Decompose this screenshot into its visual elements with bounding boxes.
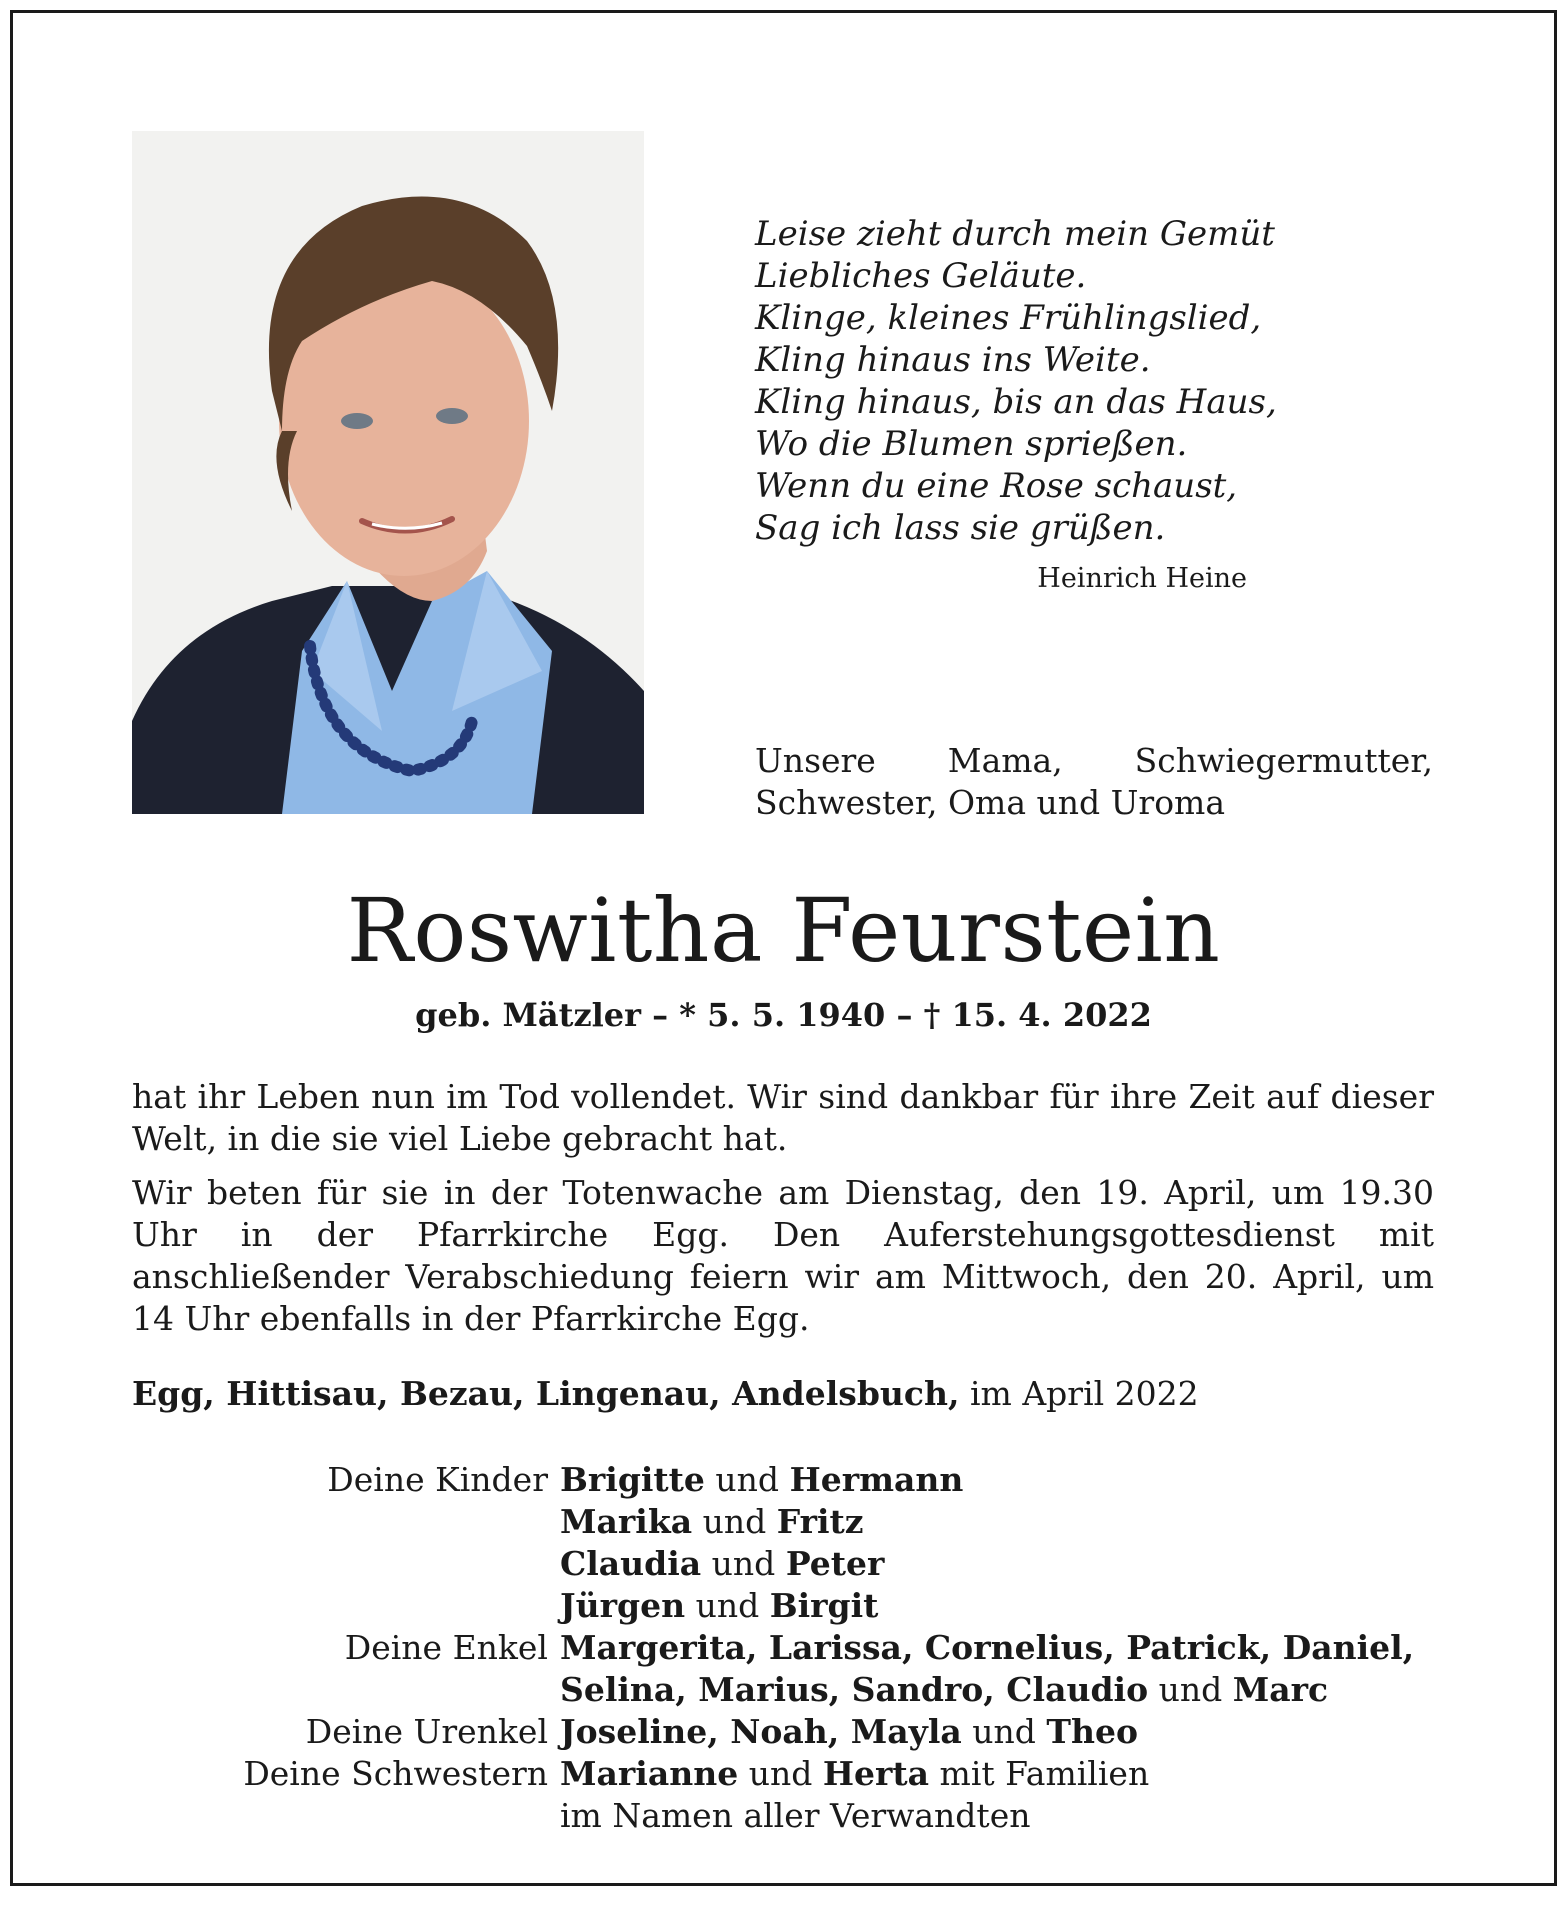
intro-word: Mama,	[947, 741, 1063, 780]
family-und: und	[1158, 1670, 1223, 1709]
family-name: Marika	[560, 1502, 693, 1541]
family-und: und	[702, 1502, 767, 1541]
obituary-page	[10, 10, 1557, 1886]
poem-line: Liebliches Geläute.	[755, 256, 1087, 296]
family-name: Selina, Marius, Sandro, Claudio	[560, 1670, 1149, 1709]
family-label-empty	[132, 1669, 560, 1711]
family-name: Fritz	[776, 1502, 864, 1541]
poem-line: Wenn du eine Rose schaust,	[755, 466, 1238, 506]
poem-line: Klinge, kleines Frühlingslied,	[755, 298, 1262, 338]
family-name: Marianne	[560, 1754, 739, 1793]
places-date: im April 2022	[970, 1374, 1199, 1413]
family-row	[132, 1501, 1434, 1543]
family-names	[560, 1711, 1434, 1753]
family-label-empty	[132, 1585, 560, 1627]
family-name: Margerita, Larissa, Cornelius, Patrick, Daniel,	[560, 1628, 1415, 1667]
family-label: Deine Urenkel	[305, 1712, 548, 1751]
poem-line: Wo die Blumen sprießen.	[755, 424, 1188, 464]
portrait-photo	[132, 131, 644, 814]
family-names	[560, 1585, 1434, 1627]
obituary-body	[132, 1076, 1434, 1352]
poem	[755, 213, 1275, 549]
family-names	[560, 1501, 1434, 1543]
poem-line: Leise zieht durch mein Gemüt	[755, 214, 1275, 254]
intro-text	[755, 740, 1433, 824]
family-und: und	[972, 1712, 1036, 1751]
family-name: Claudia	[560, 1544, 702, 1583]
family-row	[132, 1543, 1434, 1585]
family-names	[560, 1543, 1434, 1585]
family-name: Marc	[1232, 1670, 1329, 1709]
family-names	[560, 1753, 1434, 1795]
family-row	[132, 1669, 1434, 1711]
family-row	[132, 1795, 1434, 1837]
poem-line: Sag ich lass sie grüßen.	[755, 508, 1166, 548]
portrait-illustration	[132, 131, 644, 814]
poem-line: Kling hinaus, bis an das Haus,	[755, 382, 1277, 422]
family-name: Hermann	[789, 1460, 964, 1499]
family-names	[560, 1459, 1434, 1501]
family-label-empty	[132, 1795, 560, 1837]
family-names	[560, 1627, 1434, 1669]
body-paragraph: Wir beten für sie in der Totenwache am Dienstag, den 19. April, um 19.30 Uhr in der Pfarrkirche Egg. Den Auferstehungsgottesdienst mit anschließender Verabschiedung feiern wir am Mittwoch, den 20. April, um 14 Uhr ebenfalls in der Pfarrkirche Egg.	[132, 1173, 1434, 1338]
family-tail: mit Familien	[939, 1754, 1150, 1793]
family-label: Deine Kinder	[327, 1460, 548, 1499]
family-row	[132, 1711, 1434, 1753]
family-name: Birgit	[769, 1586, 879, 1625]
family-closing: im Namen aller Verwandten	[560, 1796, 1031, 1835]
family-label-empty	[132, 1543, 560, 1585]
places-towns: Egg, Hittisau, Bezau, Lingenau, Andelsbuch,	[132, 1374, 960, 1413]
family-name: Peter	[785, 1544, 885, 1583]
birth-death-dates: geb. Mätzler – * 5. 5. 1940 – † 15. 4. 2022	[415, 996, 1152, 1034]
family-name: Herta	[822, 1754, 930, 1793]
poem-line: Kling hinaus ins Weite.	[755, 340, 1151, 380]
body-paragraph: hat ihr Leben nun im Tod vollendet. Wir sind dankbar für ihre Zeit auf dieser Welt, in die sie viel Liebe gebracht hat.	[132, 1077, 1434, 1158]
family-names	[560, 1669, 1434, 1711]
family-row	[132, 1459, 1434, 1501]
family-und: und	[711, 1544, 776, 1583]
family-row	[132, 1753, 1434, 1795]
places-date-line	[132, 1373, 1199, 1415]
family-row	[132, 1585, 1434, 1627]
family-label-empty	[132, 1501, 560, 1543]
poem-author: Heinrich Heine	[1037, 563, 1247, 594]
family-name: Jürgen	[560, 1586, 686, 1625]
family-row	[132, 1627, 1434, 1669]
family-label: Deine Schwestern	[243, 1754, 548, 1793]
family-list	[132, 1459, 1434, 1837]
family-name: Theo	[1046, 1712, 1138, 1751]
family-und: und	[748, 1754, 813, 1793]
family-und: und	[695, 1586, 760, 1625]
family-label: Deine Enkel	[344, 1628, 548, 1667]
intro-line-2: Schwester, Oma und Uroma	[755, 783, 1226, 822]
intro-line-1	[755, 740, 1433, 782]
family-name: Joseline, Noah, Mayla	[560, 1712, 962, 1751]
deceased-name: Roswitha Feurstein	[346, 879, 1221, 982]
family-name: Brigitte	[560, 1460, 705, 1499]
intro-word: Unsere	[755, 741, 876, 780]
intro-word: Schwiegermutter,	[1134, 741, 1433, 780]
family-und: und	[715, 1460, 780, 1499]
